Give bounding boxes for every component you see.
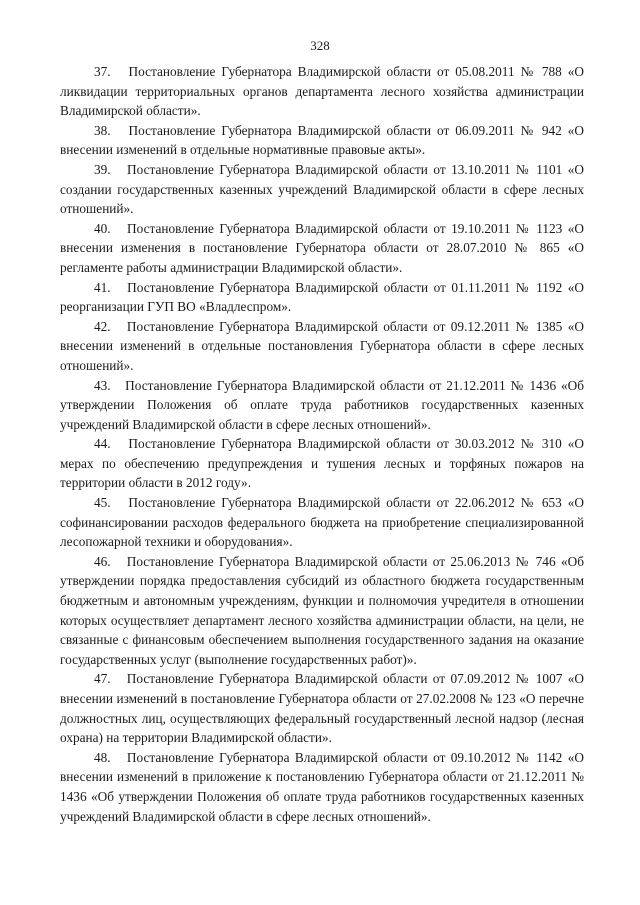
item-number: 45. xyxy=(94,495,111,511)
page-number: 328 xyxy=(310,38,330,53)
item-number: 48. xyxy=(94,749,111,765)
list-item-46 xyxy=(60,552,584,670)
list-item-39 xyxy=(60,160,584,219)
list-item-47 xyxy=(60,669,584,747)
document-body xyxy=(60,62,584,826)
list-item-38 xyxy=(60,121,584,160)
item-number: 40. xyxy=(94,220,111,236)
item-text: Постановление Губернатора Владимирской области от 13.10.2011 № 1101 «О создании государственных казенных учреждений Владимирской области в сфере лесных отношений». xyxy=(60,161,584,217)
item-number: 47. xyxy=(94,671,111,687)
item-text: Постановление Губернатора Владимирской области от 05.08.2011 № 788 «О ликвидации территориальных органов департамента лесного хозяйства администрации Владимирской области». xyxy=(60,64,584,119)
list-item-44 xyxy=(60,434,584,493)
item-text: Постановление Губернатора Владимирской области от 21.12.2011 № 1436 «Об утверждении Положения об оплате труда работников государственных казенных учреждений Владимирской области в сфере лесных отношений». xyxy=(60,377,584,432)
list-item-43 xyxy=(60,376,584,435)
list-item-37 xyxy=(60,62,584,121)
list-item-45 xyxy=(60,493,584,552)
item-number: 43. xyxy=(94,377,111,393)
item-number: 39. xyxy=(94,161,111,177)
item-number: 44. xyxy=(94,436,111,452)
item-text: Постановление Губернатора Владимирской области от 30.03.2012 № 310 «О мерах по обеспечению предупреждения и тушения лесных и торфяных пожаров на территории области в 2012 году». xyxy=(60,436,584,491)
item-number: 42. xyxy=(94,318,111,334)
item-number: 41. xyxy=(94,279,111,295)
list-item-41 xyxy=(60,278,584,317)
item-text: Постановление Губернатора Владимирской области от 01.11.2011 № 1192 «О реорганизации ГУП ВО «Владлеспром». xyxy=(60,279,584,315)
item-text: Постановление Губернатора Владимирской области от 06.09.2011 № 942 «О внесении изменений в отдельные нормативные правовые акты». xyxy=(60,122,584,158)
item-text: Постановление Губернатора Владимирской области от 09.10.2012 № 1142 «О внесении изменений в приложение к постановлению Губернатора области от 21.12.2011 № 1436 «Об утверждении Положения об оплате труда работников государственных казенных учреждений Владимирской области в сфере лесных отношений». xyxy=(60,749,584,824)
item-text: Постановление Губернатора Владимирской области от 09.12.2011 № 1385 «О внесении изменений в отдельные постановления Губернатора области в сфере лесных отношений». xyxy=(60,318,584,373)
item-number: 37. xyxy=(94,64,111,79)
item-text: Постановление Губернатора Владимирской области от 22.06.2012 № 653 «О софинансировании расходов федерального бюджета на приобретение специализированной лесопожарной техники и оборудования». xyxy=(60,495,584,550)
list-item-42 xyxy=(60,317,584,376)
item-text: Постановление Губернатора Владимирской области от 07.09.2012 № 1007 «О внесении изменений в постановление Губернатора области от 27.02.2008 № 123 «О перечне должностных лиц, осуществляющих федеральный государственный лесной надзор (лесная охрана) на территории Владимирской области». xyxy=(60,671,584,746)
item-number: 46. xyxy=(94,553,111,569)
item-text: Постановление Губернатора Владимирской области от 25.06.2013 № 746 «Об утверждении порядка предоставления субсидий из областного бюджета государственным бюджетным и автономным учреждениям, функции и полномочия учредителя в отношении которых осуществляет департамент лесного хозяйства администрации области, на цели, не связанные с финансовым обеспечением выполнения государственного задания на оказание государственных услуг (выполнение государственных работ)». xyxy=(60,553,584,667)
item-text: Постановление Губернатора Владимирской области от 19.10.2011 № 1123 «О внесении изменения в постановление Губернатора области от 28.07.2010 № 865 «О регламенте работы администрации Владимирской области». xyxy=(60,220,584,275)
item-number: 38. xyxy=(94,122,111,138)
list-item-40 xyxy=(60,219,584,278)
list-item-48 xyxy=(60,748,584,826)
